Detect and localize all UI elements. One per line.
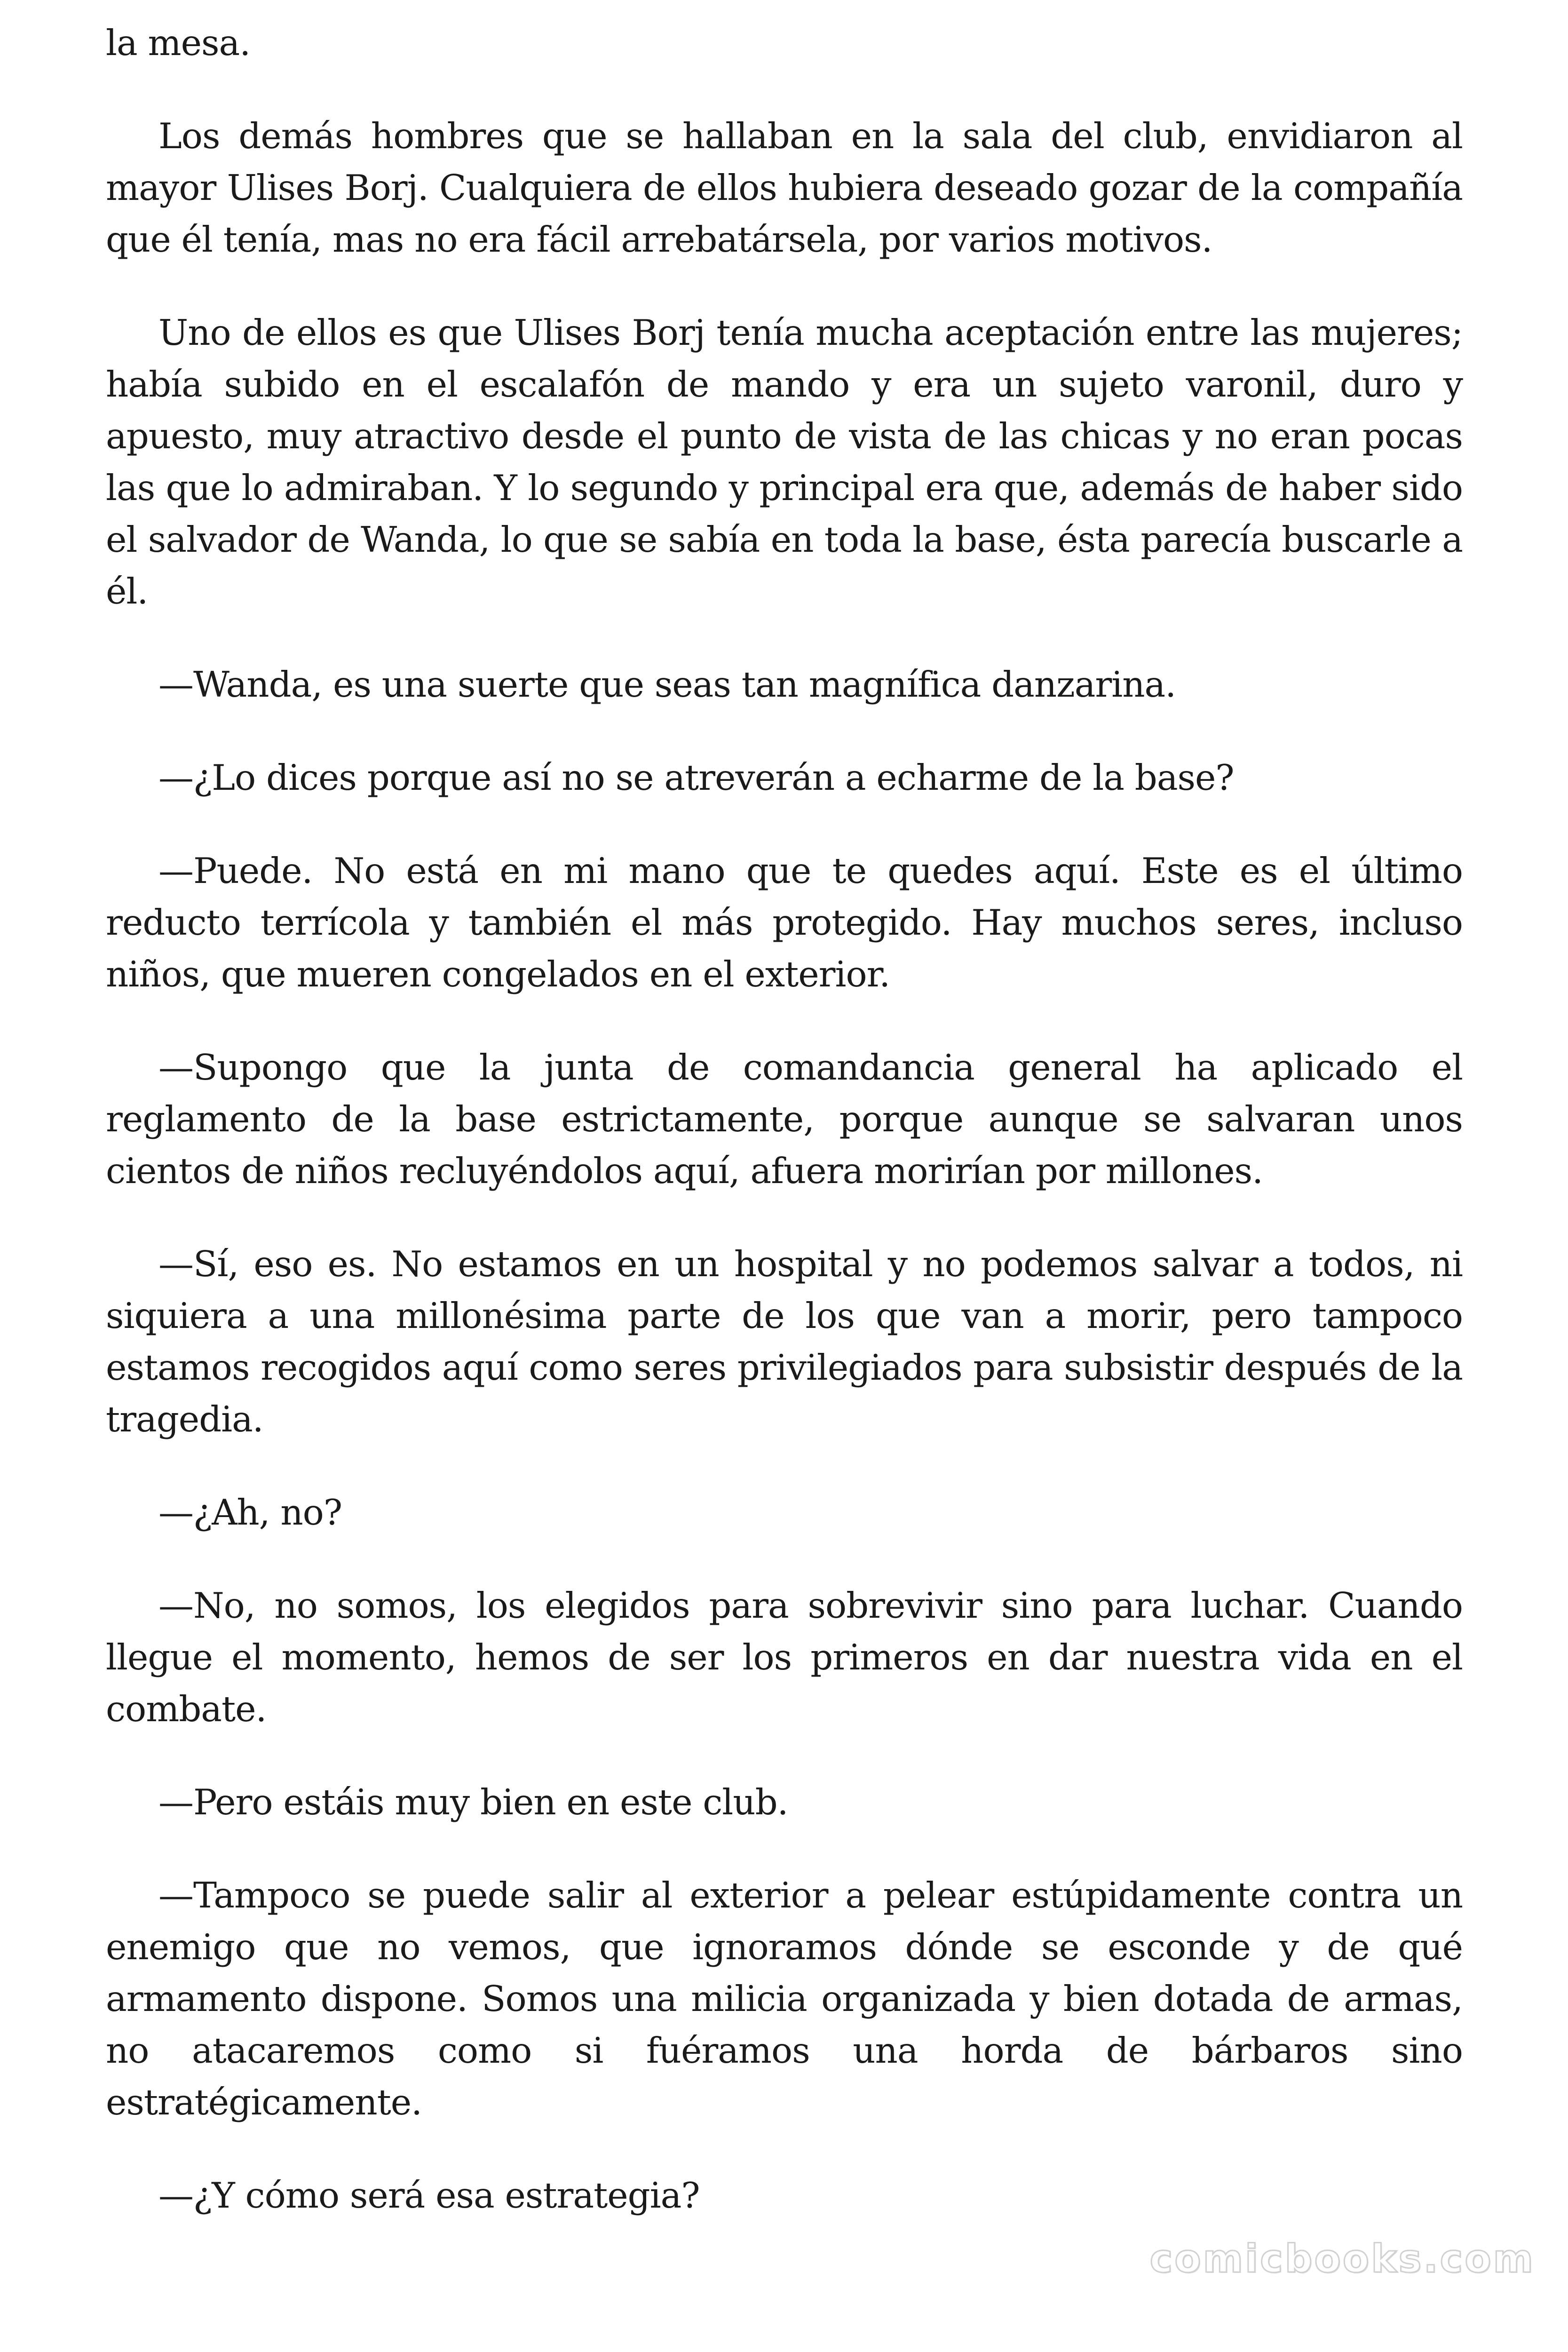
paragraph-narration-reasons: Uno de ellos es que Ulises Borj tenía mucha aceptación entre las mujeres; había subido en el escalafón de mando y era un sujeto varonil, duro y apuesto, muy atractivo desde el punto de vista de las chicas y no eran pocas las que lo admiraban. Y lo segundo y principal era que, además de haber sido el salvador de Wanda, lo que se sabía en toda la base, ésta parecía buscarle a él.: [106, 312, 1463, 612]
dialogue-line: —¿Y cómo será esa estrategia?: [158, 2175, 700, 2216]
watermark-logo: comicbooks.com: [1149, 2237, 1535, 2281]
dialogue-line: —Pero estáis muy bien en este club.: [158, 1781, 788, 1823]
dialogue-line: —Wanda, es una suerte que seas tan magnífica danzarina.: [158, 664, 1176, 705]
dialogue-line: —Tampoco se puede salir al exterior a pelear estúpidamente contra un enemigo que no vemos, que ignoramos dónde se esconde y de qué armamento dispone. Somos una milicia organizada y bien dotada de armas, no atacaremos como si fuéramos una horda de bárbaros sino estratégicamente.: [106, 1875, 1463, 2123]
dialogue-line: —¿Lo dices porque así no se atreverán a echarme de la base?: [158, 757, 1234, 798]
paragraph-narration-envy: Los demás hombres que se hallaban en la sala del club, envidiaron al mayor Ulises Borj. Cualquiera de ellos hubiera deseado gozar de la compañía que él tenía, mas no era fácil arrebatársela, por varios motivos.: [106, 115, 1463, 260]
dialogue-line: —Sí, eso es. No estamos en un hospital y no podemos salvar a todos, ni siquiera a una millonésima parte de los que van a morir, pero tampoco estamos recogidos aquí como seres privilegiados para subsistir después de la tragedia.: [106, 1243, 1463, 1440]
body-text: [106, 17, 1463, 2263]
dialogue-line: —¿Ah, no?: [158, 1492, 342, 1533]
paragraph-continuation: la mesa.: [106, 22, 251, 64]
dialogue-line: —No, no somos, los elegidos para sobrevivir sino para luchar. Cuando llegue el momento, hemos de ser los primeros en dar nuestra vida en el combate.: [106, 1585, 1463, 1730]
dialogue-line: —Puede. No está en mi mano que te quedes aquí. Este es el último reducto terrícola y también el más protegido. Hay muchos seres, incluso niños, que mueren congelados en el exterior.: [106, 850, 1463, 995]
dialogue-line: —Supongo que la junta de comandancia general ha aplicado el reglamento de la base estrictamente, porque aunque se salvaran unos cientos de niños recluyéndolos aquí, afuera morirían por millones.: [106, 1047, 1463, 1192]
